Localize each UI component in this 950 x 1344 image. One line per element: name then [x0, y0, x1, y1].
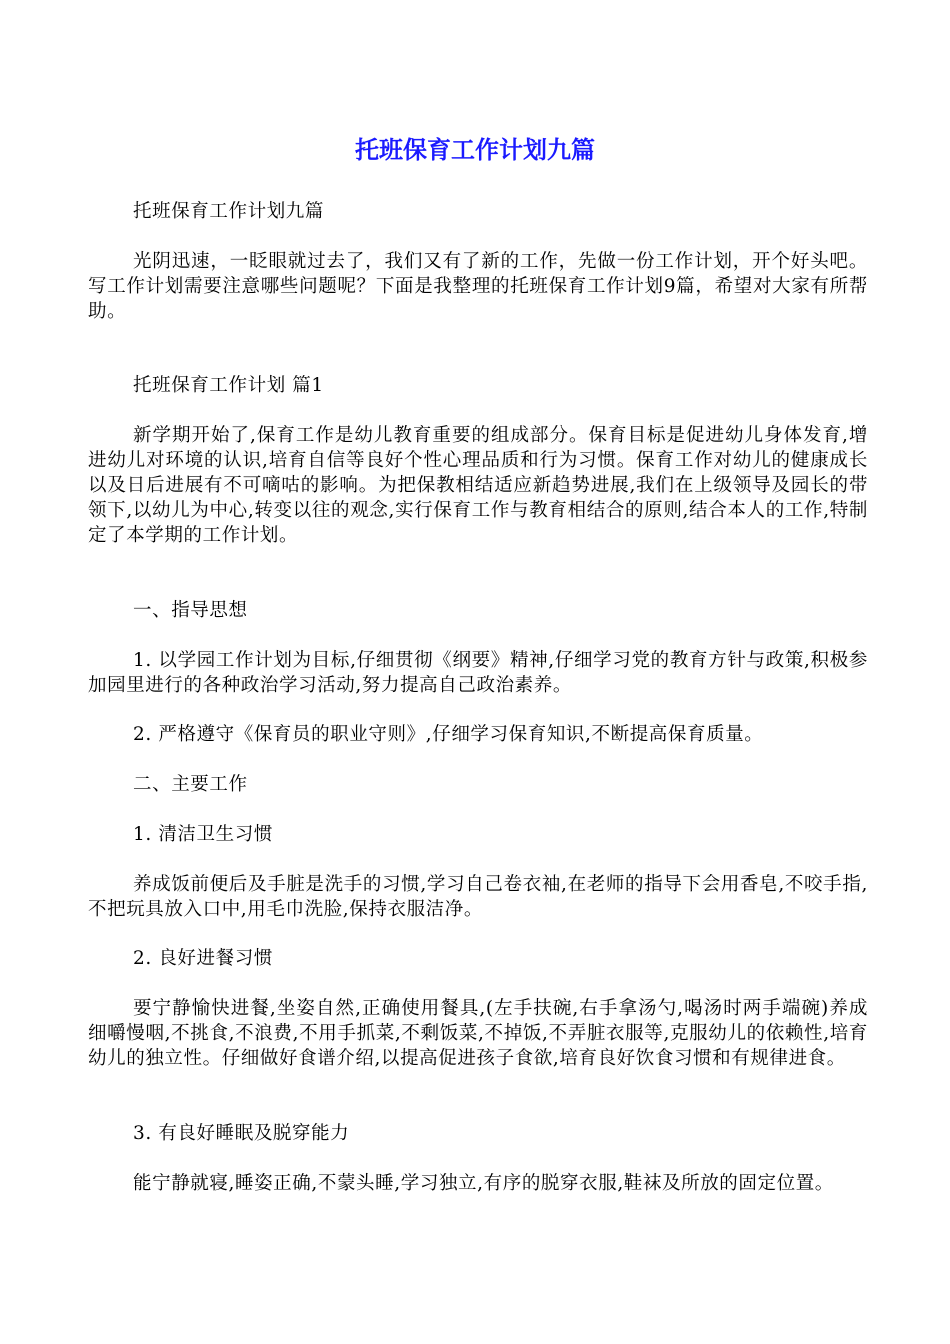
section-heading-guiding-ideas: 一、指导思想 [133, 600, 248, 621]
list-item-guiding-2: 2. 严格遵守《保育员的职业守则》,仔细学习保育知识,不断提高保育质量。 [133, 724, 764, 745]
section-heading-main-work: 二、主要工作 [133, 774, 248, 795]
paragraph-subtitle: 托班保育工作计划九篇 [133, 201, 325, 222]
section-heading-part-1: 托班保育工作计划 篇1 [133, 375, 324, 396]
paragraph-sleep: 能宁静就寝,睡姿正确,不蒙头睡,学习独立,有序的脱穿衣服,鞋袜及所放的固定位置。 [133, 1173, 834, 1194]
subheading-dining: 2. 良好进餐习惯 [133, 948, 273, 969]
paragraph-intro: 光阴迅速，一眨眼就过去了，我们又有了新的工作，先做一份工作计划，开个好头吧。写工作计划需要注意哪些问题呢？下面是我整理的托班保育工作计划9篇，希望对大家有所帮助。 [88, 251, 868, 322]
list-item-guiding-1: 1. 以学园工作计划为目标,仔细贯彻《纲要》精神,仔细学习党的教育方针与政策,积极参加园里进行的各种政治学习活动,努力提高自己政治素养。 [88, 650, 868, 696]
paragraph-dining: 要宁静愉快进餐,坐姿自然,正确使用餐具,(左手扶碗,右手拿汤勺,喝汤时两手端碗)养成细嚼慢咽,不挑食,不浪费,不用手抓菜,不剩饭菜,不掉饭,不弄脏衣服等,克服幼儿的依赖性,培育幼儿的独立性。仔细做好食谱介绍,以提高促进孩子食欲,培育良好饮食习惯和有规律进食。 [88, 998, 868, 1069]
subheading-hygiene: 1. 清洁卫生习惯 [133, 824, 273, 845]
document-title: 托班保育工作计划九篇 [355, 136, 595, 164]
paragraph-part-1-intro: 新学期开始了,保育工作是幼儿教育重要的组成部分。保育目标是促进幼儿身体发育,增进幼儿对环境的认识,培育自信等良好个性心理品质和行为习惯。保育工作对幼儿的健康成长以及日后进展有不可嘀咕的影响。为把保教相结适应新趋势进展,我们在上级领导及园长的带领下,以幼儿为中心,转变以往的观念,实行保育工作与教育相结合的原则,结合本人的工作,特制定了本学期的工作计划。 [88, 425, 868, 546]
paragraph-hygiene: 养成饭前便后及手脏是洗手的习惯,学习自己卷衣袖,在老师的指导下会用香皂,不咬手指,不把玩具放入口中,用毛巾洗脸,保持衣服洁净。 [88, 874, 868, 920]
subheading-sleep: 3. 有良好睡眠及脱穿能力 [133, 1123, 350, 1144]
